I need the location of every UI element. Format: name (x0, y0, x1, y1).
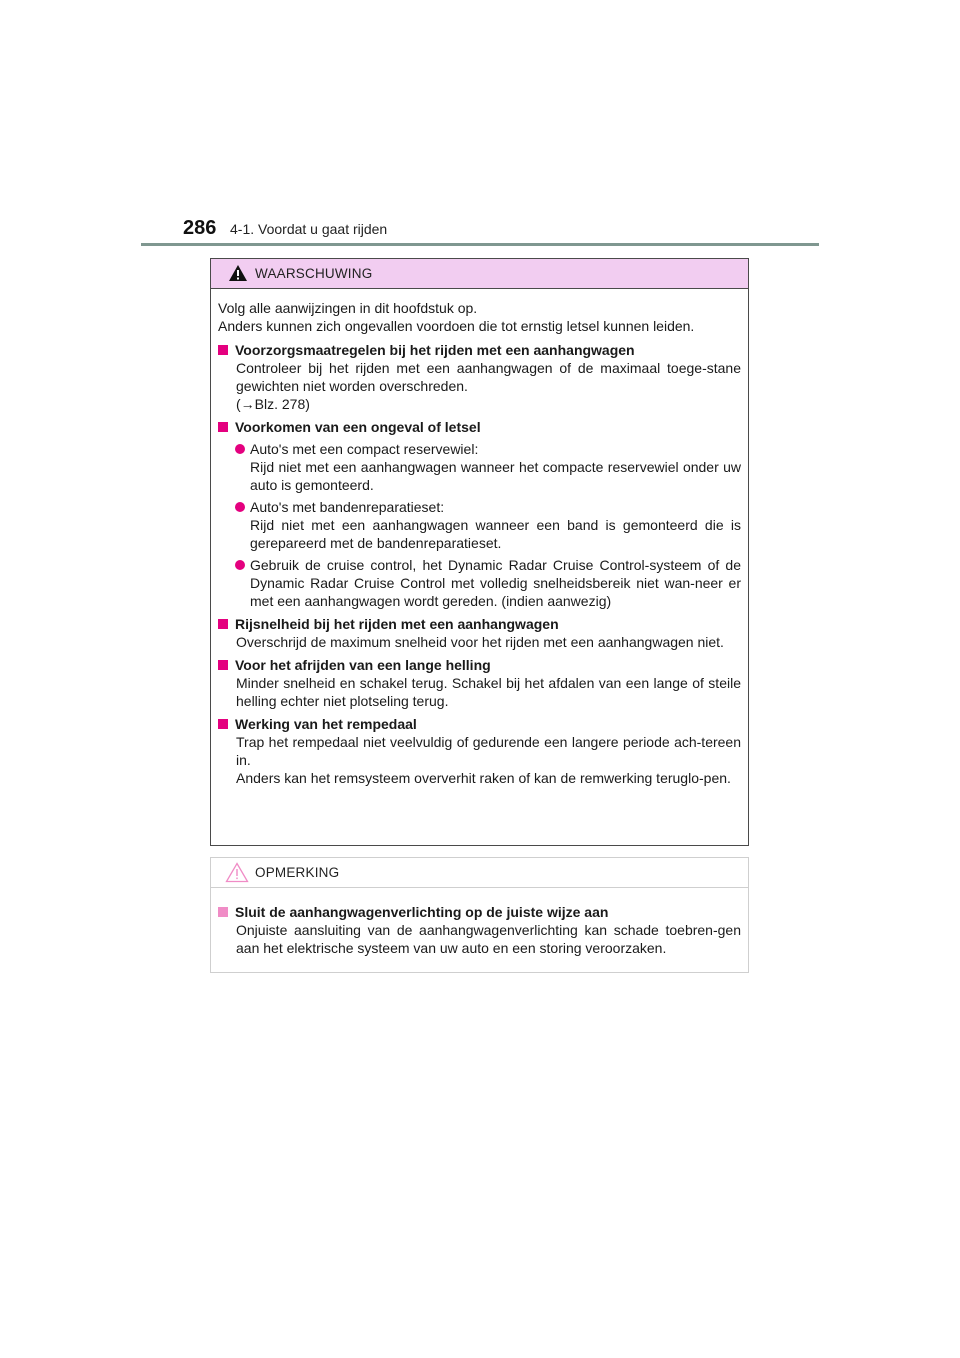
warning-header (211, 259, 748, 289)
round-bullet-icon (235, 444, 245, 454)
item-title: Rijsnelheid bij het rijden met een aanhangwagen (235, 616, 559, 632)
note-body (211, 888, 748, 957)
square-bullet-icon (218, 719, 228, 729)
item-text (218, 921, 741, 957)
sub-item-text: Rijd niet met een aanhangwagen wanneer het compacte reservewiel onder uw auto is gemonteerd. (250, 459, 741, 493)
sub-item (218, 556, 741, 610)
note-item-trailer-lights (218, 903, 741, 957)
warning-triangle-icon (228, 264, 248, 282)
item-line: Trap het rempedaal niet veelvuldig of gedurende een langere periode ach-tereen in. (236, 734, 741, 768)
item-text (218, 359, 741, 413)
square-bullet-icon (218, 907, 228, 917)
note-header (211, 858, 748, 888)
intro-line: Volg alle aanwijzingen in dit hoofdstuk op. (218, 300, 478, 316)
sub-item (218, 440, 741, 494)
round-bullet-icon (235, 560, 245, 570)
item-title: Sluit de aanhangwagenverlichting op de juiste wijze aan (235, 904, 609, 920)
sub-item-lead: Auto's met een compact reservewiel: (250, 441, 479, 457)
sub-item (218, 498, 741, 552)
item-text (218, 633, 741, 651)
section-title: 4-1. Voordat u gaat rijden (230, 221, 388, 237)
item-line: Anders kan het remsysteem oververhit raken of kan de remwerking teruglo-pen. (236, 770, 731, 786)
square-bullet-icon (218, 345, 228, 355)
item-title: Werking van het rempedaal (235, 716, 417, 732)
page-number: 286 (183, 217, 217, 239)
item-title: Voor het afrijden van een lange helling (235, 657, 491, 673)
intro-line: Anders kunnen zich ongevallen voordoen die tot ernstig letsel kunnen leiden. (218, 318, 695, 334)
sub-item-text: Rijd niet met een aanhangwagen wanneer een band is gemonteerd die is gerepareerd met de bandenreparatieset. (250, 517, 741, 551)
item-heading (216, 903, 741, 921)
item-line: Controleer bij het rijden met een aanhangwagen of de maximaal toege-stane gewichten niet worden overschreden. (236, 360, 741, 394)
note-box (210, 857, 749, 973)
square-bullet-icon (218, 660, 228, 670)
item-heading (216, 418, 741, 436)
item-heading (216, 341, 741, 359)
warning-title: WAARSCHUWING (255, 266, 373, 281)
warning-box (210, 258, 749, 846)
warning-item-prevent-accident (218, 418, 741, 610)
item-title: Voorzorgsmaatregelen bij het rijden met een aanhangwagen (235, 342, 635, 358)
item-text (218, 674, 741, 710)
item-heading (216, 715, 741, 733)
item-line: Overschrijd de maximum snelheid voor het rijden met een aanhangwagen niet. (236, 634, 724, 650)
item-line: Onjuiste aansluiting van de aanhangwagenverlichting kan schade toebren-gen aan het elektrische systeem van uw auto en een storing veroorzaken. (236, 922, 741, 956)
warning-item-trailer-precautions (218, 341, 741, 413)
round-bullet-icon (235, 502, 245, 512)
note-title: OPMERKING (255, 865, 340, 880)
item-heading (216, 656, 741, 674)
caution-outline-icon (225, 862, 249, 883)
warning-item-brake-pedal (218, 715, 741, 787)
item-text (218, 733, 741, 787)
header-rule (141, 243, 819, 246)
sub-item-lead: Auto's met bandenreparatieset: (250, 499, 445, 515)
item-line: (→Blz. 278) (236, 396, 310, 412)
item-heading (216, 615, 741, 633)
square-bullet-icon (218, 422, 228, 432)
warning-intro (218, 299, 741, 335)
item-line: Minder snelheid en schakel terug. Schakel bij het afdalen van een lange of steile helling echter niet plotseling terug. (236, 675, 741, 709)
item-title: Voorkomen van een ongeval of letsel (235, 419, 481, 435)
warning-item-speed (218, 615, 741, 651)
warning-item-downhill (218, 656, 741, 710)
square-bullet-icon (218, 619, 228, 629)
page-header (183, 215, 823, 245)
sub-item-text: Gebruik de cruise control, het Dynamic Radar Cruise Control-systeem of de Dynamic Radar Cruise Control met volledig snelheidsbereik niet wan-neer er met een aanhangwagen wordt gereden. (indien aanwezig) (250, 557, 741, 609)
warning-body (211, 289, 748, 787)
